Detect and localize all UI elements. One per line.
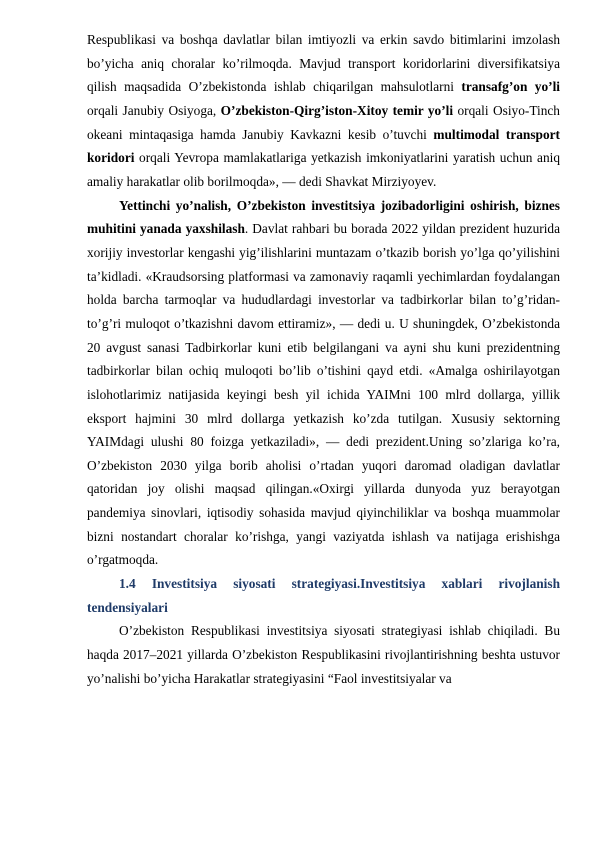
bold-term-uzbekistan-kyrgyzstan-china-railway: O’zbekiston-Qirg’iston-Xitoy temir yo’li — [220, 102, 454, 118]
bold-term-multimodal-corridor: multimodal transport koridori — [87, 126, 560, 166]
paragraph-text: Respublikasi va boshqa davlatlar bilan imtiyozli va erkin savdo bitimlarini imzolash bo’yicha aniq choralar ko’rilmoqda. Mavjud transport koridorlarini diversifikatsiya qilish maqsadida O’zbekistonda ishlab chiqarilgan mahsulotlarni — [87, 32, 560, 95]
paragraph-transport-corridors — [87, 28, 560, 194]
paragraph-seventh-direction — [87, 194, 560, 573]
paragraph-text: orqali Yevropa mamlakatlariga yetkazish imkoniyatlarini yaratish uchun aniq amaliy harakatlar olib borilmoqda», — dedi Shavkat Mirziyoyev. — [87, 150, 560, 189]
paragraph-text: . Davlat rahbari bu borada 2022 yildan prezident huzurida xorijiy investorlar kengashi yig’ilishlarini muntazam o’tkazib borish yo’lga qo’yilishini ta’kidladi. «Kraudsorsing platformasi va zamonaviy raqamli yechimlardan foydalangan holda barcha tarmoqlar va hududlardagi investorlar va tadbirkorlar bilan to’g’ridan-to’g’ri muloqot o’tkazishni davom ettiramiz», — dedi u. U shuningdek, O’zbekistonda 20 avgust sanasi Tadbirkorlar kuni etib belgilangani va ayni shu kuni prezidentning tadbirkorlar bilan ochiq muloqoti bo’lib o’tishini qayd etdi. «Amalga oshirilayotgan islohotlarimiz natijasida keyingi besh yil ichida YAIMni 100 mlrd dollarga, yillik eksport hajmini 30 mlrd dollarga yetkazish ko’zda tutilgan. Xususiy sektorning YAIMdagi ulushi 80 foizga yetkaziladi», — dedi prezident.Uning so’zlariga ko’ra, O’zbekiston 2030 yilga borib aholisi o’rtadan yuqori daromad oladigan davlatlar qatoridan joy olishi maqsad qilingan.«Oxirgi yillarda dunyoda yuz berayotgan pandemiya sinovlari, iqtisodiy sohasida mavjud qiyinchiliklar va boshqa muammolar bizni nostandart choralar ko’rishga, yangi vaziyatda ishlash va natijaga erishishga o’rgatmoqda. — [87, 221, 560, 568]
bold-term-transafghan-route: transafg’on yo’li — [461, 79, 560, 95]
paragraph-text: orqali Osiyo-Tinch okeani mintaqasiga hamda Janubiy Kavkazni kesib o’tuvchi — [87, 102, 560, 142]
section-heading: 1.4 Investitsiya siyosati strategiyasi.Investitsiya xablari rivojlanish tendensiyalari — [87, 576, 560, 615]
bold-lead-seventh-direction: Yettinchi yo’nalish, O’zbekiston investitsiya jozibadorligini oshirish, biznes muhitini yanada yaxshilash — [87, 197, 560, 237]
paragraph-investment-strategy: O’zbekiston Respublikasi investitsiya siyosati strategiyasi ishlab chiqiladi. Bu haqda 2017–2021 yillarda O’zbekiston Respublikasini rivojlantirishning beshta ustuvor yo’nalishi bo’yicha Harakatlar strategiyasini “Faol investitsiyalar va — [87, 623, 560, 686]
paragraph-text: orqali Janubiy Osiyoga, — [87, 102, 221, 118]
